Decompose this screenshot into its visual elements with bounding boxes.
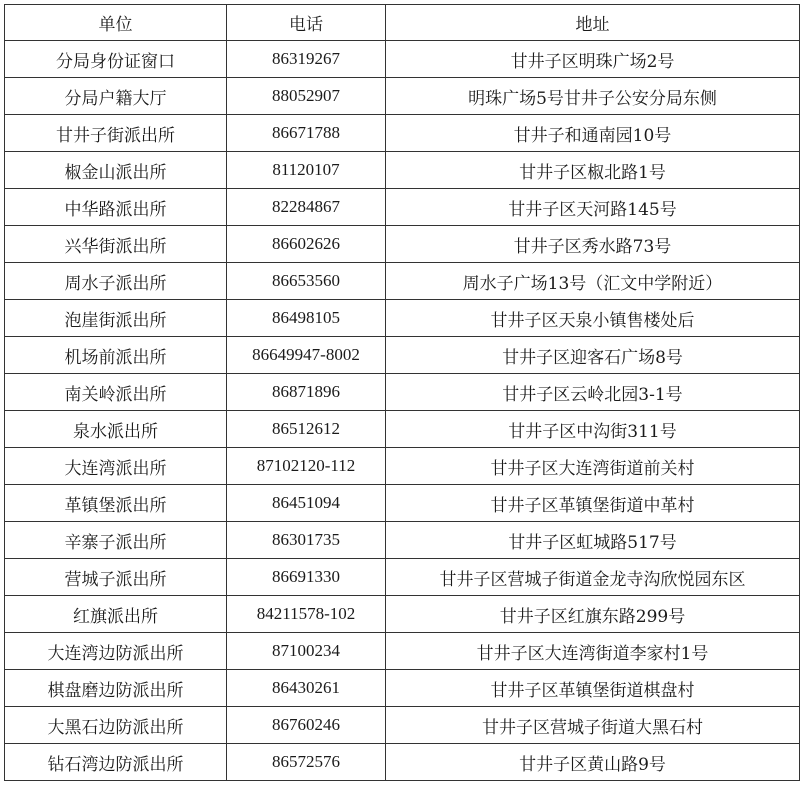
phone-cell: 86319267 (227, 41, 386, 78)
phone-cell: 86671788 (227, 115, 386, 152)
table-row (5, 485, 800, 522)
table-row (5, 337, 800, 374)
unit-cell: 分局户籍大厅 (5, 78, 227, 115)
address-cell: 甘井子区营城子街道金龙寺沟欣悦园东区 (386, 559, 800, 596)
phone-cell: 86691330 (227, 559, 386, 596)
address-cell: 甘井子和通南园10号 (386, 115, 800, 152)
table-row (5, 263, 800, 300)
unit-cell: 钻石湾边防派出所 (5, 744, 227, 781)
phone-cell: 86572576 (227, 744, 386, 781)
police-contact-table (4, 4, 800, 781)
table-row (5, 115, 800, 152)
unit-cell: 棋盘磨边防派出所 (5, 670, 227, 707)
police-contact-table-container (4, 4, 799, 781)
table-row (5, 707, 800, 744)
phone-cell: 81120107 (227, 152, 386, 189)
address-cell: 甘井子区虹城路517号 (386, 522, 800, 559)
phone-cell: 86871896 (227, 374, 386, 411)
header-phone: 电话 (227, 5, 386, 41)
phone-cell: 86760246 (227, 707, 386, 744)
header-row (5, 5, 800, 41)
table-row (5, 78, 800, 115)
table-header (5, 5, 800, 41)
phone-cell: 86301735 (227, 522, 386, 559)
table-row (5, 448, 800, 485)
address-cell: 甘井子区秀水路73号 (386, 226, 800, 263)
address-cell: 甘井子区迎客石广场8号 (386, 337, 800, 374)
address-cell: 甘井子区天泉小镇售楼处后 (386, 300, 800, 337)
address-cell: 甘井子区明珠广场2号 (386, 41, 800, 78)
phone-cell: 86512612 (227, 411, 386, 448)
table-row (5, 411, 800, 448)
phone-cell: 86498105 (227, 300, 386, 337)
unit-cell: 甘井子街派出所 (5, 115, 227, 152)
unit-cell: 分局身份证窗口 (5, 41, 227, 78)
table-row (5, 152, 800, 189)
header-unit: 单位 (5, 5, 227, 41)
table-row (5, 559, 800, 596)
table-row (5, 670, 800, 707)
phone-cell: 86602626 (227, 226, 386, 263)
table-body (5, 41, 800, 781)
phone-cell: 87102120-112 (227, 448, 386, 485)
unit-cell: 泡崖街派出所 (5, 300, 227, 337)
table-row (5, 189, 800, 226)
table-row (5, 374, 800, 411)
header-address: 地址 (386, 5, 800, 41)
unit-cell: 兴华街派出所 (5, 226, 227, 263)
address-cell: 明珠广场5号甘井子公安分局东侧 (386, 78, 800, 115)
address-cell: 甘井子区革镇堡街道棋盘村 (386, 670, 800, 707)
table-row (5, 522, 800, 559)
unit-cell: 椒金山派出所 (5, 152, 227, 189)
unit-cell: 泉水派出所 (5, 411, 227, 448)
address-cell: 甘井子区天河路145号 (386, 189, 800, 226)
phone-cell: 86430261 (227, 670, 386, 707)
table-row (5, 226, 800, 263)
address-cell: 甘井子区云岭北园3-1号 (386, 374, 800, 411)
unit-cell: 周水子派出所 (5, 263, 227, 300)
unit-cell: 营城子派出所 (5, 559, 227, 596)
unit-cell: 大黑石边防派出所 (5, 707, 227, 744)
address-cell: 甘井子区中沟街311号 (386, 411, 800, 448)
address-cell: 甘井子区营城子街道大黑石村 (386, 707, 800, 744)
phone-cell: 86451094 (227, 485, 386, 522)
table-row (5, 633, 800, 670)
address-cell: 甘井子区大连湾街道李家村1号 (386, 633, 800, 670)
unit-cell: 中华路派出所 (5, 189, 227, 226)
phone-cell: 86649947-8002 (227, 337, 386, 374)
table-row (5, 596, 800, 633)
unit-cell: 大连湾派出所 (5, 448, 227, 485)
unit-cell: 红旗派出所 (5, 596, 227, 633)
unit-cell: 革镇堡派出所 (5, 485, 227, 522)
table-row (5, 744, 800, 781)
phone-cell: 88052907 (227, 78, 386, 115)
unit-cell: 机场前派出所 (5, 337, 227, 374)
address-cell: 甘井子区革镇堡街道中革村 (386, 485, 800, 522)
phone-cell: 86653560 (227, 263, 386, 300)
address-cell: 甘井子区椒北路1号 (386, 152, 800, 189)
address-cell: 甘井子区黄山路9号 (386, 744, 800, 781)
address-cell: 甘井子区大连湾街道前关村 (386, 448, 800, 485)
table-row (5, 41, 800, 78)
unit-cell: 辛寨子派出所 (5, 522, 227, 559)
phone-cell: 87100234 (227, 633, 386, 670)
address-cell: 周水子广场13号（汇文中学附近） (386, 263, 800, 300)
unit-cell: 南关岭派出所 (5, 374, 227, 411)
table-row (5, 300, 800, 337)
unit-cell: 大连湾边防派出所 (5, 633, 227, 670)
phone-cell: 82284867 (227, 189, 386, 226)
address-cell: 甘井子区红旗东路299号 (386, 596, 800, 633)
phone-cell: 84211578-102 (227, 596, 386, 633)
